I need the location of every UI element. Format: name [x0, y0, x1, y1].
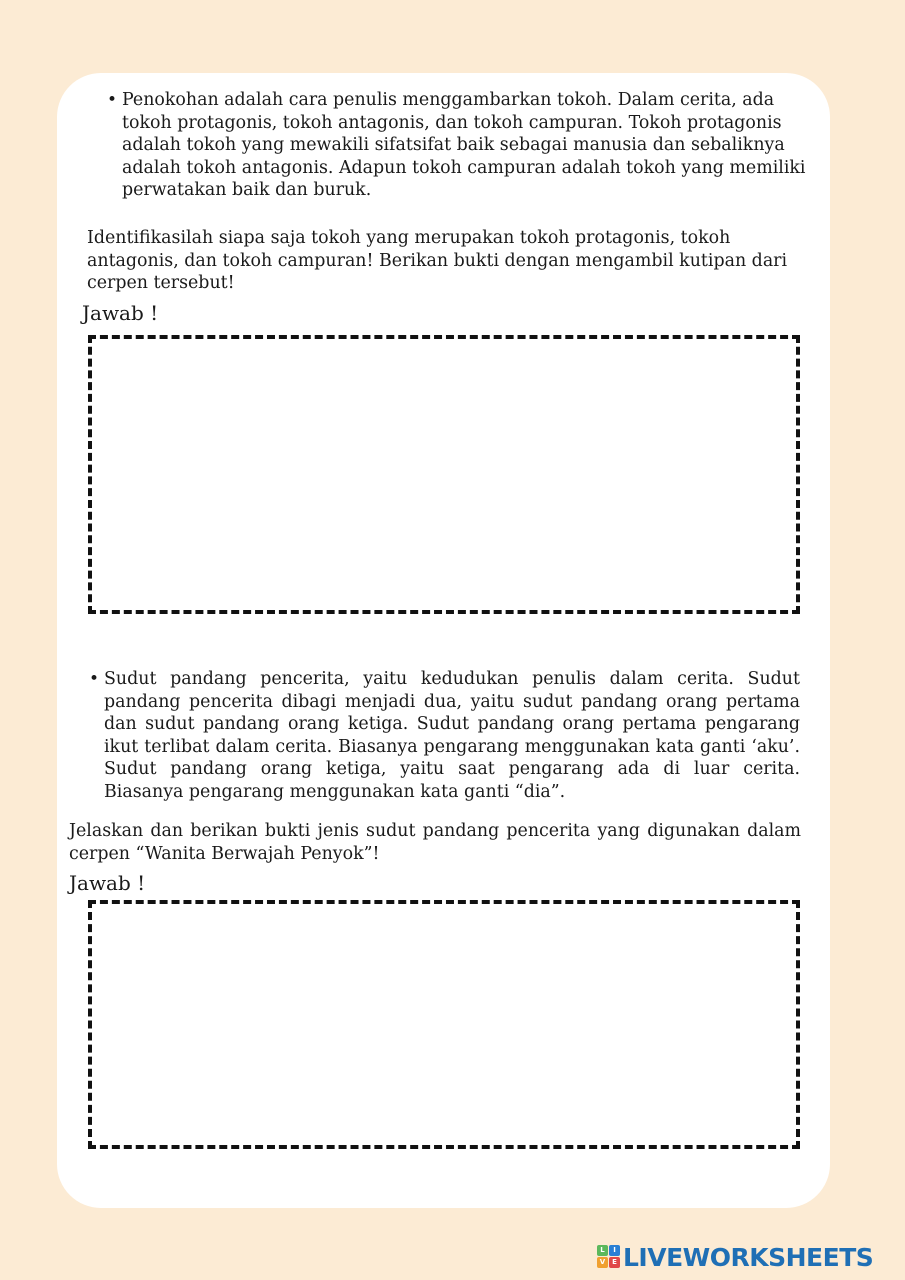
- answer-box-point-of-view[interactable]: [88, 900, 800, 1149]
- logo-text: LIVEWORKSHEETS: [623, 1242, 874, 1272]
- answer-label-2: Jawab !: [69, 871, 146, 895]
- logo-tile-i: I: [609, 1245, 620, 1256]
- point-of-view-text: Sudut pandang pencerita, yaitu kedudukan penulis dalam cerita. Sudut pandang pencerita dibagi menjadi dua, yaitu sudut pandang orang pertama dan sudut pandang orang ketiga. Sudut pandang orang pertama pengarang ikut terlibat dalam cerita. Biasanya pengarang menggunakan kata ganti ‘aku’. Sudut pandang orang ketiga, yaitu saat pengarang ada di luar cerita. Biasanya pengarang menggunakan kata ganti “dia”.: [104, 669, 800, 802]
- point-of-view-explanation: [89, 668, 800, 804]
- liveworksheets-logo[interactable]: [597, 1242, 873, 1272]
- bullet-dot: •: [107, 90, 118, 110]
- answer-label-1: Jawab !: [82, 301, 159, 325]
- question-characters: Identifikasilah siapa saja tokoh yang merupakan tokoh protagonis, tokoh antagonis, dan tokoh campuran! Berikan bukti dengan mengambil kutipan dari cerpen tersebut!: [87, 228, 788, 294]
- logo-tile-e: E: [609, 1257, 620, 1268]
- logo-tile-l: L: [597, 1245, 608, 1256]
- characterization-text: Penokohan adalah cara penulis menggambarkan tokoh. Dalam cerita, ada tokoh protagonis, tokoh antagonis, dan tokoh campuran. Tokoh protagonis adalah tokoh yang mewakili sifatsifat baik sebagai manusia dan sebaliknya adalah tokoh antagonis. Adapun tokoh campuran adalah tokoh yang memiliki perwatakan baik dan buruk.: [122, 90, 806, 201]
- question-point-of-view: Jelaskan dan berikan bukti jenis sudut pandang pencerita yang digunakan dalam cerpen “Wanita Berwajah Penyok”!: [69, 821, 801, 864]
- logo-tile-v: V: [597, 1257, 608, 1268]
- liveworksheets-logo-icon: [597, 1245, 621, 1269]
- answer-box-characters[interactable]: [88, 335, 800, 614]
- bullet-dot: •: [89, 669, 100, 689]
- characterization-explanation: [107, 89, 812, 202]
